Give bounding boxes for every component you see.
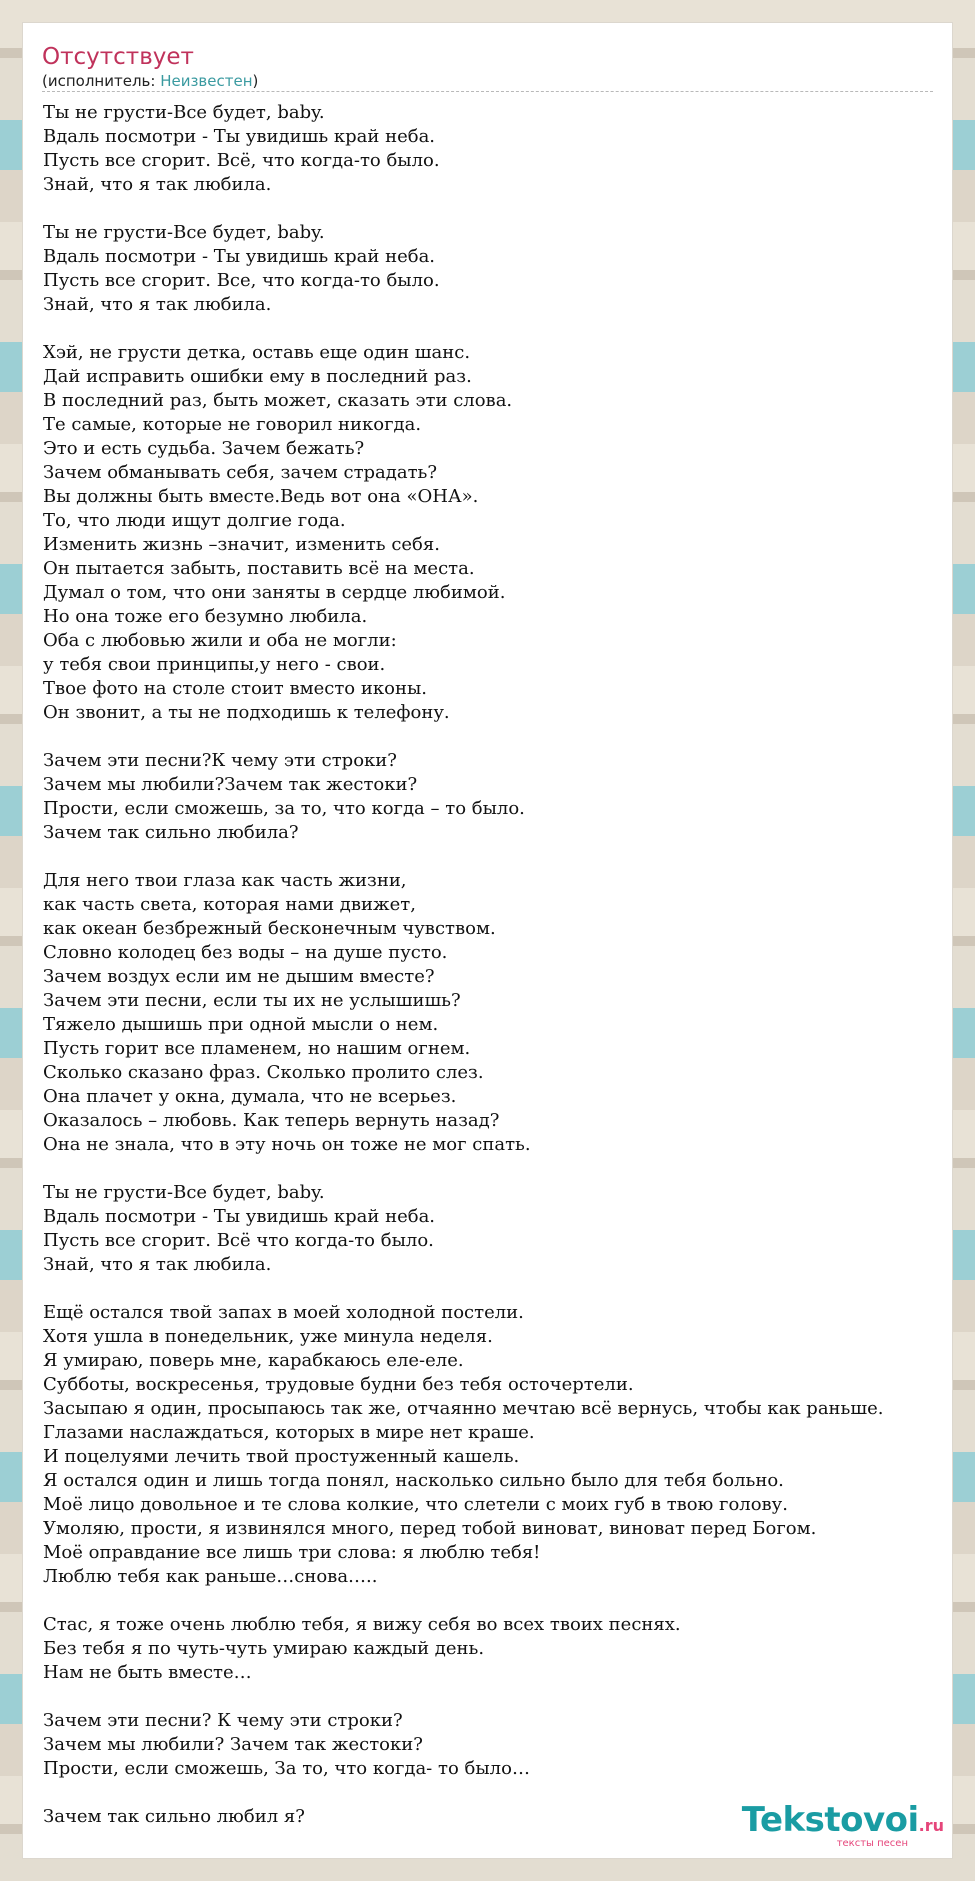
stanza-gap (43, 1277, 953, 1301)
lyric-line: Засыпаю я один, просыпаюсь так же, отчаянно мечтаю всё вернусь, чтобы как раньше. (43, 1398, 884, 1419)
lyric-line: Тяжело дышишь при одной мысли о нем. (43, 1014, 439, 1035)
lyric-line: Моё оправдание все лишь три слова: я люблю тебя! (43, 1542, 541, 1563)
lyric-line: Но она тоже его безумно любила. (43, 606, 368, 627)
song-title: Отсутствует (42, 44, 194, 70)
lyric-line: Знай, что я так любила. (43, 174, 272, 195)
lyric-line: Люблю тебя как раньше…снова….. (43, 1566, 378, 1587)
lyric-line: Пусть горит все пламенем, но нашим огнем. (43, 1038, 471, 1059)
lyric-line: как часть света, которая нами движет, (43, 894, 416, 915)
stanza-gap (43, 845, 953, 869)
lyric-line: Прости, если сможешь, За то, что когда- то было… (43, 1758, 530, 1779)
logo-tagline: тексты песен (836, 1838, 908, 1849)
lyric-line: Зачем эти песни, если ты их не услышишь? (43, 990, 461, 1011)
lyric-line: Зачем эти песни? К чему эти строки? (43, 1710, 403, 1731)
lyric-line: Зачем эти песни?К чему эти строки? (43, 750, 397, 771)
lyric-line: Это и есть судьба. Зачем бежать? (43, 438, 365, 459)
lyric-line: Стас, я тоже очень люблю тебя, я вижу себя во всех твоих песнях. (43, 1614, 681, 1635)
lyric-line: И поцелуями лечить твой простуженный кашель. (43, 1446, 520, 1467)
lyric-line: Ты не грусти-Все будет, baby. (43, 1182, 325, 1203)
lyric-line: Зачем обманывать себя, зачем страдать? (43, 462, 438, 483)
lyric-line: Твое фото на столе стоит вместо иконы. (43, 678, 427, 699)
lyric-line: Словно колодец без воды – на душе пусто. (43, 942, 448, 963)
lyric-line: Дай исправить ошибки ему в последний раз. (43, 366, 472, 387)
lyric-line: Она не знала, что в эту ночь он тоже не мог спать. (43, 1134, 531, 1155)
lyric-line: Ты не грусти-Все будет, baby. (43, 102, 325, 123)
artist-link[interactable]: Неизвестен (160, 72, 253, 90)
site-logo[interactable] (742, 1802, 944, 1850)
lyric-line: Вдаль посмотри - Ты увидишь край неба. (43, 126, 436, 147)
lyric-line: Глазами наслаждаться, которых в мире нет краше. (43, 1422, 535, 1443)
lyric-line: Для него твои глаза как часть жизни, (43, 870, 407, 891)
lyric-line: Оказалось – любовь. Как теперь вернуть назад? (43, 1110, 500, 1131)
lyric-line: Вдаль посмотри - Ты увидишь край неба. (43, 246, 436, 267)
lyric-line: Зачем мы любили? Зачем так жестоки? (43, 1734, 423, 1755)
lyric-line: Знай, что я так любила. (43, 1254, 272, 1275)
lyric-line: Зачем воздух если им не дышим вместе? (43, 966, 435, 987)
lyric-line: Изменить жизнь –значит, изменить себя. (43, 534, 440, 555)
lyric-line: Ты не грусти-Все будет, baby. (43, 222, 325, 243)
lyric-line: Оба с любовью жили и оба не могли: (43, 630, 397, 651)
lyric-line: Пусть все сгорит. Все, что когда-то было. (43, 270, 440, 291)
lyric-line: Я остался один и лишь тогда понял, насколько сильно было для тебя больно. (43, 1470, 784, 1491)
logo-name: Tekstovoi (741, 1800, 919, 1840)
lyric-line: Нам не быть вместе… (43, 1662, 252, 1683)
artist-line (42, 71, 933, 91)
lyric-line: То, что люди ищут долгие года. (43, 510, 346, 531)
lyric-line: Без тебя я по чуть-чуть умираю каждый день. (43, 1638, 485, 1659)
lyric-line: как океан безбрежный бесконечным чувством. (43, 918, 496, 939)
lyric-line: В последний раз, быть может, сказать эти слова. (43, 390, 513, 411)
lyric-line: Субботы, воскресенья, трудовые будни без тебя осточертели. (43, 1374, 634, 1395)
lyric-line: Хотя ушла в понедельник, уже минула неделя. (43, 1326, 493, 1347)
lyric-line: Пусть все сгорит. Всё, что когда-то было. (43, 150, 440, 171)
lyric-line: Он звонит, а ты не подходишь к телефону. (43, 702, 450, 723)
lyric-line: Сколько сказано фраз. Сколько пролито слез. (43, 1062, 484, 1083)
lyric-line: Зачем так сильно любил я? (43, 1806, 305, 1827)
lyric-line: Вдаль посмотри - Ты увидишь край неба. (43, 1206, 436, 1227)
lyric-line: Те самые, которые не говорил никогда. (43, 414, 422, 435)
lyric-line: Она плачет у окна, думала, что не всерьез. (43, 1086, 457, 1107)
lyric-line: Я умираю, поверь мне, карабкаюсь еле-еле. (43, 1350, 464, 1371)
lyric-line: Хэй, не грусти детка, оставь еще один шанс. (43, 342, 471, 363)
lyric-line: Прости, если сможешь, за то, что когда – то было. (43, 798, 525, 819)
artist-suffix: ) (252, 72, 259, 90)
lyric-line: Думал о том, что они заняты в сердце любимой. (43, 582, 506, 603)
logo-tld: .ru (918, 1816, 944, 1835)
stanza-gap (43, 1157, 953, 1181)
song-header (42, 43, 933, 92)
lyric-line: Вы должны быть вместе.Ведь вот она «ОНА». (43, 486, 479, 507)
lyric-line: у тебя свои принципы,у него - свои. (43, 654, 386, 675)
lyric-line: Моё лицо довольное и те слова колкие, что слетели с моих губ в твою голову. (43, 1494, 788, 1515)
stanza-gap (43, 317, 953, 341)
lyrics-body (43, 101, 953, 1829)
lyric-line: Он пытается забыть, поставить всё на места. (43, 558, 475, 579)
lyrics-card (22, 22, 953, 1859)
stanza-gap (43, 1685, 953, 1709)
lyric-line: Умоляю, прости, я извинялся много, перед тобой виноват, виноват перед Богом. (43, 1518, 817, 1539)
lyric-line: Пусть все сгорит. Всё что когда-то было. (43, 1230, 434, 1251)
stanza-gap (43, 1589, 953, 1613)
lyric-line: Знай, что я так любила. (43, 294, 272, 315)
stanza-gap (43, 197, 953, 221)
stanza-gap (43, 725, 953, 749)
artist-prefix: (исполнитель: (42, 72, 161, 90)
lyric-line: Ещё остался твой запах в моей холодной постели. (43, 1302, 524, 1323)
lyric-line: Зачем так сильно любила? (43, 822, 299, 843)
lyric-line: Зачем мы любили?Зачем так жестоки? (43, 774, 418, 795)
